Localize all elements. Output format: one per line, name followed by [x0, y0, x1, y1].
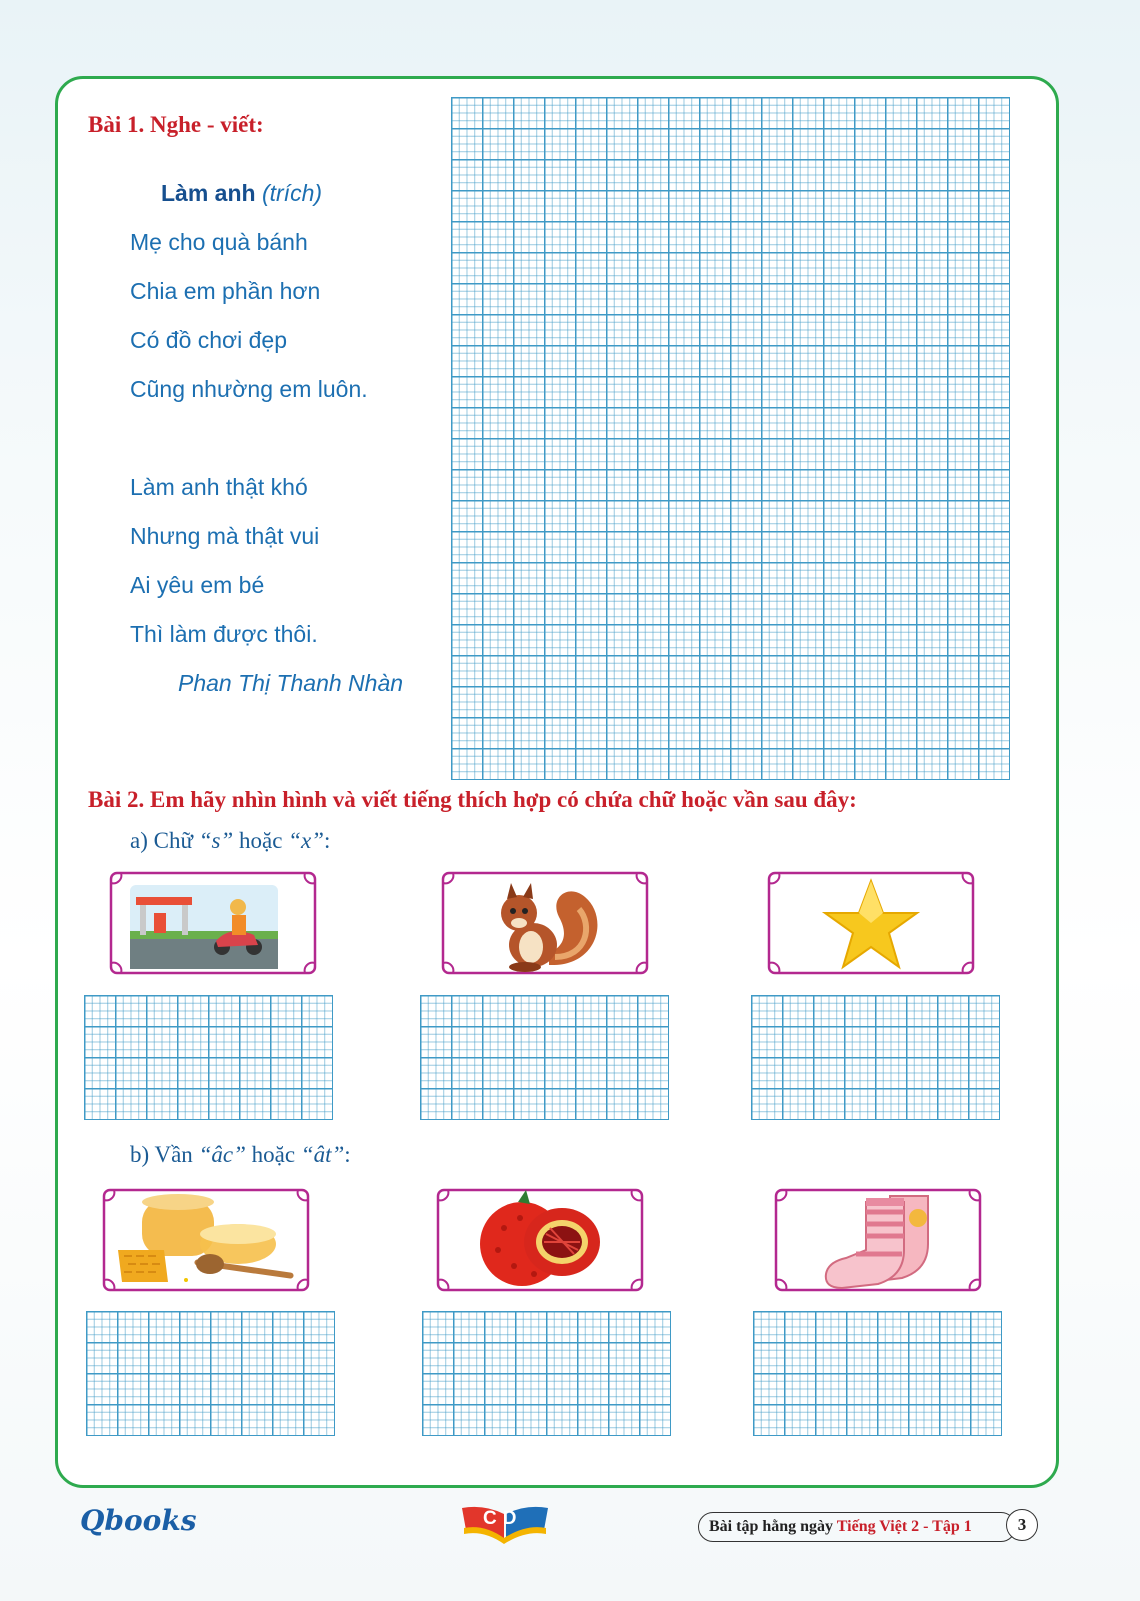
answer-grid[interactable]	[84, 995, 333, 1120]
poem-heading	[161, 180, 322, 207]
qbooks-logo-text: Qbooks	[80, 1504, 197, 1537]
answer-grid[interactable]	[422, 1311, 671, 1436]
part-b-option-1: “âc”	[198, 1142, 246, 1167]
part-a-suffix: :	[323, 828, 331, 853]
cd-logo-text: CD	[483, 1508, 523, 1529]
dictation-writing-grid[interactable]	[451, 97, 1010, 780]
poem-title-note: (trích)	[261, 180, 323, 206]
part-b-label	[130, 1142, 351, 1168]
poem-title: Làm anh	[161, 180, 256, 206]
answer-grid[interactable]	[420, 995, 669, 1120]
exercise-2-title: Bài 2. Em hãy nhìn hình và viết tiếng thích hợp có chứa chữ hoặc vần sau đây:	[88, 787, 857, 812]
book-title-volume: - Tập 1	[919, 1518, 972, 1535]
poem-line: Làm anh thật khó	[130, 474, 308, 500]
poem-line: Mẹ cho quà bánh	[130, 229, 308, 255]
gac-fruit-image	[474, 1188, 606, 1288]
picture-frame	[434, 1186, 646, 1294]
part-a-label	[130, 828, 330, 854]
page-number: 3	[1006, 1509, 1038, 1541]
socks-image	[816, 1188, 940, 1292]
cd-logo	[460, 1500, 550, 1549]
poem-line: Ai yêu em bé	[130, 572, 265, 598]
honey-image	[114, 1190, 298, 1290]
poem-line: Chia em phần hơn	[130, 278, 321, 304]
poem-line: Thì làm được thôi.	[130, 621, 318, 647]
exercise-1-title: Bài 1. Nghe - viết:	[88, 112, 264, 137]
gas-station-scooter-image	[130, 885, 278, 969]
part-b-suffix: :	[344, 1142, 351, 1167]
poem-line: Nhưng mà thật vui	[130, 523, 320, 549]
answer-grid[interactable]	[751, 995, 1000, 1120]
part-b-middle: hoặc	[251, 1142, 296, 1167]
squirrel-image	[489, 877, 601, 973]
part-a-option-2: “x”	[288, 828, 324, 853]
star-image	[821, 877, 921, 973]
answer-grid[interactable]	[753, 1311, 1002, 1436]
part-a-option-1: “s”	[198, 828, 234, 853]
poem-line: Có đồ chơi đẹp	[130, 327, 288, 353]
picture-frame	[772, 1186, 984, 1294]
picture-frame	[107, 869, 319, 977]
answer-grid[interactable]	[86, 1311, 335, 1436]
part-a-prefix: a) Chữ	[130, 828, 193, 853]
picture-frame	[439, 869, 651, 977]
qbooks-logo	[80, 1504, 196, 1537]
poem-line: Cũng nhường em luôn.	[130, 376, 368, 402]
poem-author: Phan Thị Thanh Nhàn	[178, 670, 404, 696]
part-b-prefix: b) Vần	[130, 1142, 193, 1167]
part-b-option-2: “ât”	[300, 1142, 345, 1167]
book-title-prefix: Bài tập hằng ngày	[709, 1518, 834, 1535]
book-title-subject: Tiếng Việt 2	[836, 1518, 920, 1535]
part-a-middle: hoặc	[238, 828, 283, 853]
picture-frame	[100, 1186, 312, 1294]
picture-frame	[765, 869, 977, 977]
book-title-pill	[698, 1512, 1016, 1542]
